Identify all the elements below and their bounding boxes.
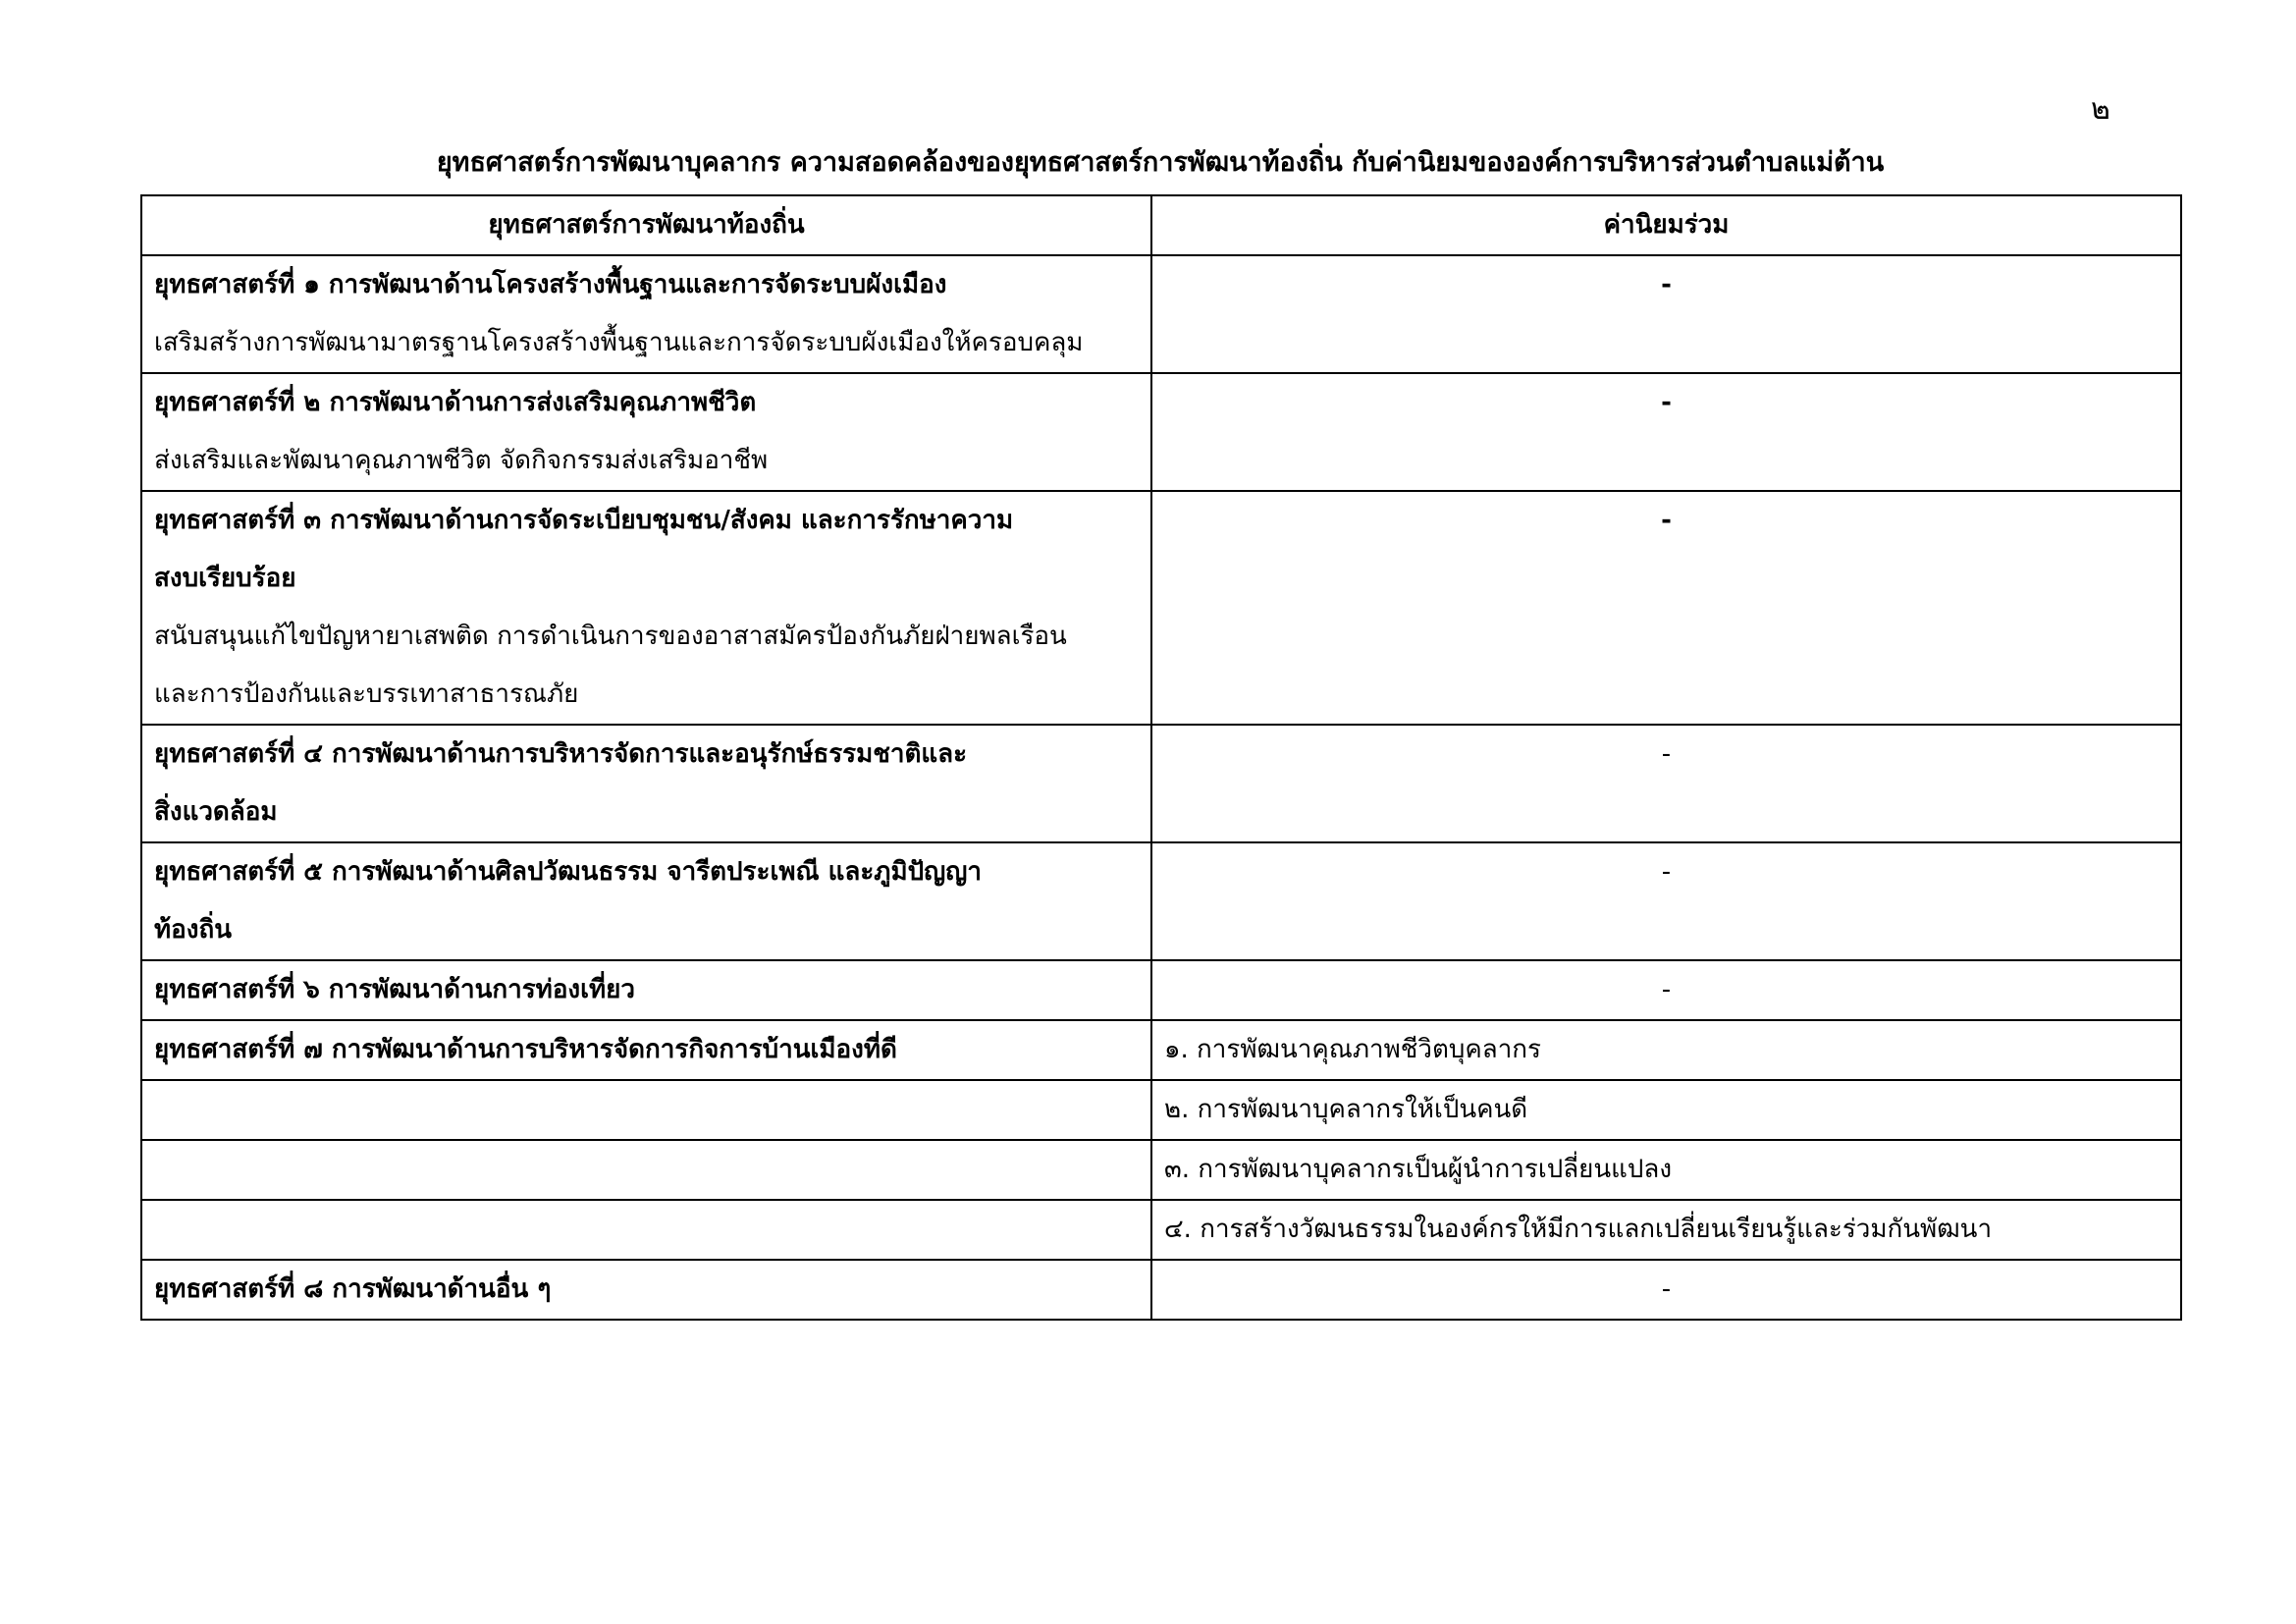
header-shared-values: ค่านิยมร่วม [1151,195,2181,255]
document-title: ยุทธศาสตร์การพัฒนาบุคลากร ความสอดคล้องของยุทธศาสตร์การพัฒนาท้องถิ่น กับค่านิยมขององค์การบริหารส่วนตำบลแม่ต้าน [436,147,1885,178]
empty-strategy-cell [141,1080,1151,1140]
table-row [141,1200,2181,1260]
strategy-title: ยุทธศาสตร์ที่ ๑ การพัฒนาด้านโครงสร้างพื้นฐานและการจัดระบบผังเมือง [154,270,947,299]
shared-value-cell: - [1151,255,2181,373]
empty-strategy-cell [141,1140,1151,1200]
table-row [141,491,2181,725]
strategy-cell [141,725,1151,842]
shared-value-item-4: ๔. การสร้างวัฒนธรรมในองค์กรให้มีการแลกเปลี่ยนเรียนรู้และร่วมกันพัฒนา [1151,1200,2181,1260]
shared-value-cell: - [1151,373,2181,491]
table-row [141,842,2181,960]
strategy-description-line1: สนับสนุนแก้ไขปัญหายาเสพติด การดำเนินการของอาสาสมัครป้องกันภัยฝ่ายพลเรือน [154,622,1067,651]
table-row [141,1260,2181,1320]
shared-value-cell: - [1151,960,2181,1020]
strategy-cell [141,491,1151,725]
shared-value-cell: - [1151,491,2181,725]
shared-value-item-2: ๒. การพัฒนาบุคลากรให้เป็นคนดี [1151,1080,2181,1140]
strategy-title: ยุทธศาสตร์ที่ ๘ การพัฒนาด้านอื่น ๆ [154,1274,552,1304]
table-header-row [141,195,2181,255]
shared-value-cell: - [1151,842,2181,960]
shared-value-item-3: ๓. การพัฒนาบุคลากรเป็นผู้นำการเปลี่ยนแปลง [1151,1140,2181,1200]
strategy-cell [141,960,1151,1020]
strategy-cell [141,1260,1151,1320]
strategy-description-line2: และการป้องกันและบรรเทาสาธารณภัย [154,679,579,709]
table-row [141,960,2181,1020]
page-number: ๒ [2091,92,2110,127]
strategy-title-line1: ยุทธศาสตร์ที่ ๓ การพัฒนาด้านการจัดระเบียบชุมชน/สังคม และการรักษาความ [154,506,1014,535]
strategy-description: ส่งเสริมและพัฒนาคุณภาพชีวิต จัดกิจกรรมส่งเสริมอาชีพ [154,446,769,475]
strategy-description: เสริมสร้างการพัฒนามาตรฐานโครงสร้างพื้นฐานและการจัดระบบผังเมืองให้ครอบคลุม [154,328,1084,357]
shared-value-cell: - [1151,1260,2181,1320]
strategy-title: ยุทธศาสตร์ที่ ๗ การพัฒนาด้านการบริหารจัดการกิจการบ้านเมืองที่ดี [154,1035,897,1064]
table-row [141,1020,2181,1080]
table-row [141,1140,2181,1200]
strategy-title-line2: ท้องถิ่น [154,915,232,945]
strategy-title: ยุทธศาสตร์ที่ ๖ การพัฒนาด้านการท่องเที่ยว [154,975,635,1004]
table-row [141,725,2181,842]
strategy-title-line1: ยุทธศาสตร์ที่ ๔ การพัฒนาด้านการบริหารจัดการและอนุรักษ์ธรรมชาติและ [154,739,968,769]
strategy-cell [141,1020,1151,1080]
strategy-title: ยุทธศาสตร์ที่ ๒ การพัฒนาด้านการส่งเสริมคุณภาพชีวิต [154,388,757,417]
empty-strategy-cell [141,1200,1151,1260]
strategy-cell [141,255,1151,373]
shared-value-item-1: ๑. การพัฒนาคุณภาพชีวิตบุคลากร [1151,1020,2181,1080]
strategy-title-line2: สงบเรียบร้อย [154,564,296,593]
strategy-title-line1: ยุทธศาสตร์ที่ ๕ การพัฒนาด้านศิลปวัฒนธรรม จารีตประเพณี และภูมิปัญญา [154,857,982,887]
header-strategy: ยุทธศาสตร์การพัฒนาท้องถิ่น [141,195,1151,255]
strategy-values-table [140,194,2182,1321]
table-row [141,1080,2181,1140]
table-row [141,373,2181,491]
strategy-cell [141,842,1151,960]
table-row [141,255,2181,373]
strategy-title-line2: สิ่งแวดล้อม [154,797,278,827]
shared-value-cell: - [1151,725,2181,842]
strategy-cell [141,373,1151,491]
